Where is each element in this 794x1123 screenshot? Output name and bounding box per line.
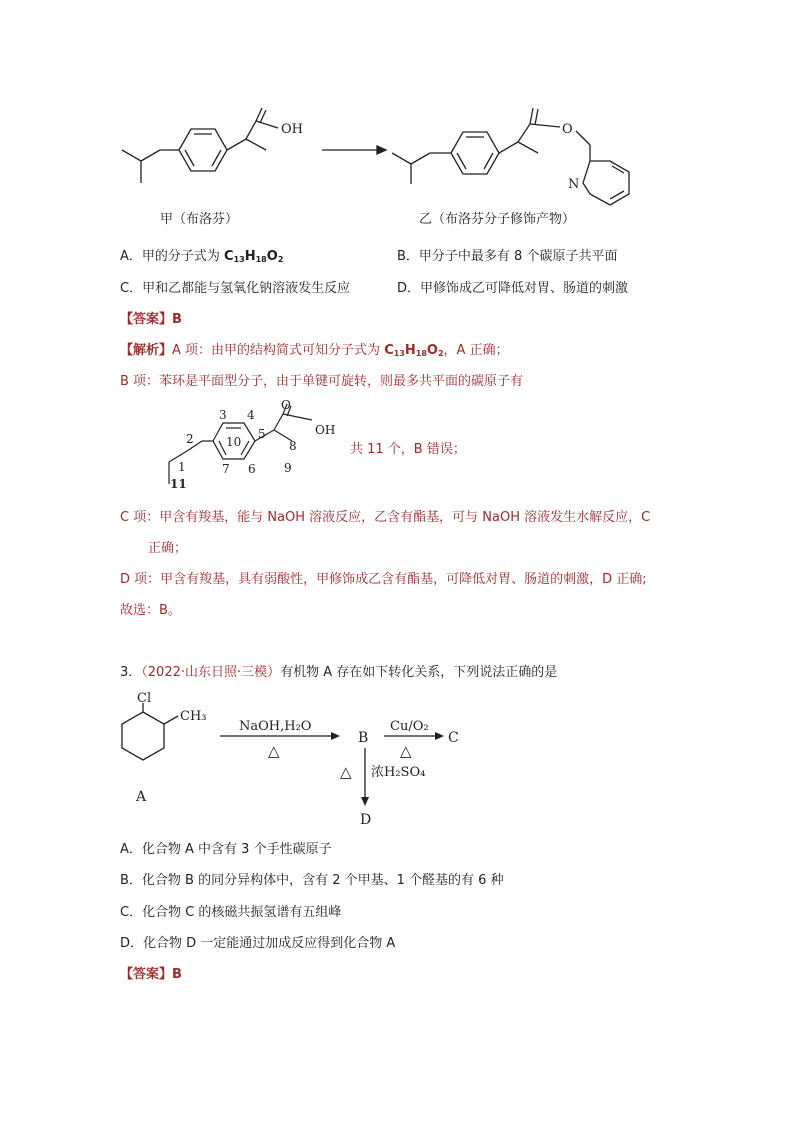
svg-text:OH: OH (315, 423, 336, 437)
svg-text:O: O (281, 398, 291, 412)
reagent-cu-o2-label: Cu/O₂ (390, 719, 429, 734)
q2-analysis-c-cont: 正确； (148, 541, 188, 556)
q2-conclusion: 故选：B。 (120, 603, 181, 618)
heat-symbol-2: △ (400, 742, 412, 760)
chlorine-label: Cl (137, 691, 152, 706)
svg-text:2: 2 (186, 432, 194, 446)
q2-analysis-b: B 项：苯环是平面型分子，由于单键可旋转，则最多共平面的碳原子有 (120, 374, 524, 389)
reagent-h2so4-label: 浓H₂SO₄ (371, 765, 426, 780)
svg-text:4: 4 (247, 408, 255, 422)
q2-analysis-c: C 项：甲含有羧基，能与 NaOH 溶液反应，乙含有酯基，可与 NaOH 溶液发生水解反应，C (120, 510, 651, 525)
compound-d-label: D (360, 812, 372, 828)
svg-text:3: 3 (219, 408, 227, 422)
reagent-naoh-label: NaOH,H₂O (239, 719, 312, 734)
carboxyl-oh-label: OH (281, 122, 303, 137)
q2-answer: 【答案】B (120, 312, 182, 327)
q2-analysis-d: D 项：甲含有羧基，具有弱酸性，甲修饰成乙含有酯基，可降低对胃、肠道的刺激，D 正确; (120, 572, 647, 587)
q2-option-d: D．甲修饰成乙可降低对胃、肠道的刺激 (397, 281, 629, 296)
svg-text:5: 5 (258, 427, 266, 441)
modified-product-caption: 乙（布洛芬分子修饰产物） (419, 212, 576, 227)
q3-option-c: C．化合物 C 的核磁共振氢谱有五组峰 (120, 905, 342, 920)
svg-text:6: 6 (248, 462, 256, 476)
q2-option-b: B．甲分子中最多有 8 个碳原子共平面 (397, 249, 618, 264)
heat-symbol-3: △ (340, 763, 352, 781)
q2-analysis-b-conclusion: 共 11 个，B 错误； (350, 442, 466, 457)
svg-text:11: 11 (170, 477, 187, 491)
methyl-label: CH₃ (180, 709, 207, 724)
q3-option-d: D．化合物 D 一定能通过加成反应得到化合物 A (120, 936, 396, 951)
svg-text:1: 1 (178, 460, 186, 474)
compound-b-label: B (358, 730, 369, 746)
q3-option-b: B．化合物 B 的同分异构体中，含有 2 个甲基、1 个醛基的有 6 种 (120, 873, 504, 888)
pyridine-nitrogen-label: N (568, 177, 580, 192)
q3-stem: 3．（2022·山东日照·三模）有机物 A 存在如下转化关系，下列说法正确的是 (120, 665, 558, 680)
svg-text:8: 8 (289, 439, 297, 453)
heat-symbol-1: △ (268, 742, 280, 760)
q3-option-a: A．化合物 A 中含有 3 个手性碳原子 (120, 842, 332, 857)
q2-option-a: A．甲的分子式为 $C_{13}H_{18}O_2$ (120, 249, 284, 264)
molecular-formula: $C_{13}H_{18}O_2$ (224, 249, 284, 264)
svg-text:7: 7 (222, 462, 230, 476)
compound-c-label: C (448, 730, 459, 746)
svg-text:9: 9 (284, 461, 292, 475)
ibuprofen-caption: 甲（布洛芬） (160, 212, 239, 227)
q3-answer: 【答案】B (120, 967, 182, 982)
q2-analysis-a: 【解析】A 项：由甲的结构简式可知分子式为 $C_{13}H_{18}O_2$，A 正确； (120, 343, 509, 358)
compound-a-label: A (136, 789, 147, 805)
ester-oxygen-label: O (562, 122, 573, 137)
q2-option-c: C．甲和乙都能与氢氧化钠溶液发生反应 (120, 281, 351, 296)
svg-text:10: 10 (226, 435, 242, 449)
